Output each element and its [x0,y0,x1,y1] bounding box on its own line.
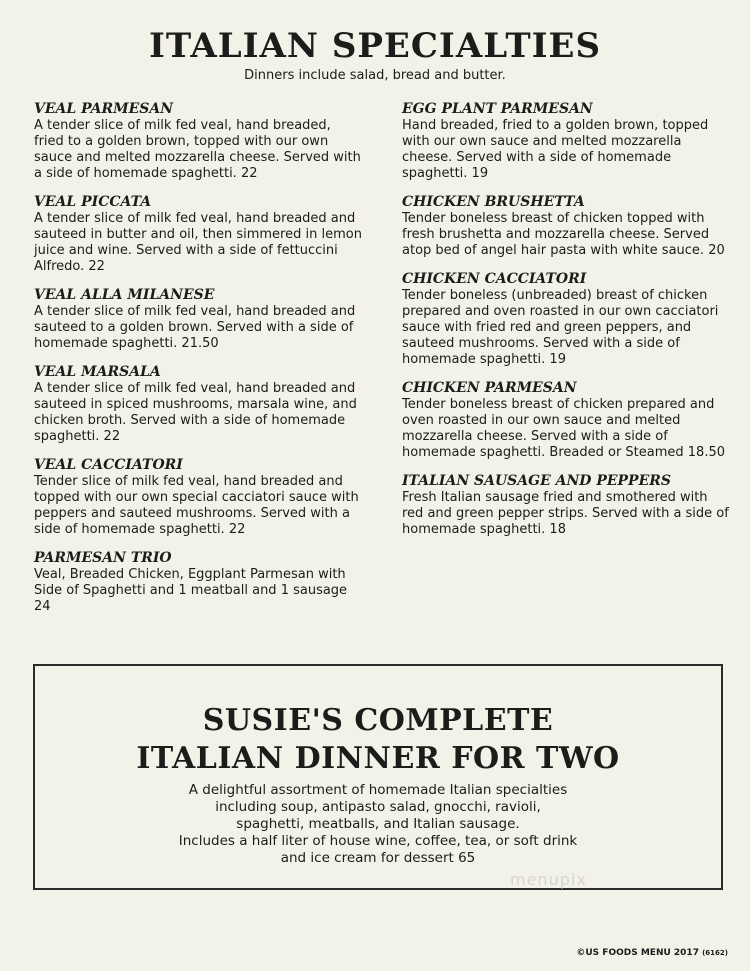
item-name: VEAL ALLA MILANESE [34,287,215,303]
item-description: A tender slice of milk fed veal, hand breaded, fried to a golden brown, topped with our own sauce and melted mozzarella cheese. Served with a side of homemade spaghetti. 22 [34,118,361,181]
item-description: Fresh Italian sausage fried and smothered with red and green pepper strips. Served with a side of homemade spaghetti. 18 [402,490,729,537]
special-desc-line: A delightful assortment of homemade Italian specialties [188,782,568,798]
special-description [115,782,641,867]
special-desc-line: and ice cream for dessert 65 [280,850,476,866]
special-title-line2: ITALIAN DINNER FOR TWO [136,741,620,776]
page-title: ITALIAN SPECIALTIES [148,26,602,66]
menu-item [34,363,364,445]
menu-column-left [34,100,364,626]
menu-item [34,549,364,615]
item-name: CHICKEN CACCIATORI [402,271,587,287]
menu-item [402,193,732,259]
dinner-for-two-box [33,664,723,890]
item-description: Tender slice of milk fed veal, hand breaded and topped with our own special cacciatori sauce with peppers and sauteed mushrooms. Served with a side of homemade spaghetti. 22 [34,474,359,537]
special-desc-line: including soup, antipasto salad, gnocchi, ravioli, [215,799,541,815]
copyright-text: ©US FOODS MENU 2017 [576,948,699,958]
watermark: menupix [510,870,587,889]
special-desc-line: Includes a half liter of house wine, coffee, tea, or soft drink [178,833,578,849]
menu-item [402,379,732,461]
menu-item [34,286,364,352]
item-description: Tender boneless breast of chicken topped with fresh brushetta and mozzarella cheese. Served atop bed of angel hair pasta with white sauce. 20 [402,211,725,258]
item-name: ITALIAN SAUSAGE AND PEPPERS [402,473,671,489]
item-name: EGG PLANT PARMESAN [402,101,593,117]
item-description: Veal, Breaded Chicken, Eggplant Parmesan with Side of Spaghetti and 1 meatball and 1 sausage 24 [34,567,348,614]
item-name: CHICKEN BRUSHETTA [402,194,585,210]
item-description: A tender slice of milk fed veal, hand breaded and sauteed in spiced mushrooms, marsala wine, and chicken broth. Served with a side of homemade spaghetti. 22 [34,381,357,444]
item-name: VEAL MARSALA [34,364,161,380]
item-name: VEAL PARMESAN [34,101,174,117]
menu-item [34,193,364,275]
item-description: Tender boneless (unbreaded) breast of chicken prepared and oven roasted in our own cacciatori sauce with fried red and green peppers, and sauteed mushrooms. Served with a side of homemade spaghetti. 19 [402,288,719,367]
item-name: VEAL CACCIATORI [34,457,183,473]
menu-column-right [402,100,732,549]
item-name: CHICKEN PARMESAN [402,380,577,396]
menu-code: (6162) [702,949,728,957]
item-description: A tender slice of milk fed veal, hand breaded and sauteed to a golden brown. Served with a side of homemade spaghetti. 21.50 [34,304,356,351]
menu-item [402,270,732,368]
item-description: Hand breaded, fried to a golden brown, topped with our own sauce and melted mozzarella cheese. Served with a side of homemade spaghetti. 19 [402,118,709,181]
item-name: VEAL PICCATA [34,194,152,210]
menu-item [34,100,364,182]
menu-item [402,100,732,182]
copyright-note [576,948,728,958]
special-desc-line: spaghetti, meatballs, and Italian sausage. [236,816,520,832]
special-title-line1: SUSIE'S COMPLETE [202,703,554,738]
item-name: PARMESAN TRIO [34,550,172,566]
special-title [35,702,721,778]
menu-item [34,456,364,538]
item-description: A tender slice of milk fed veal, hand breaded and sauteed in butter and oil, then simmered in lemon juice and wine. Served with a side of fettuccini Alfredo. 22 [34,211,362,274]
item-description: Tender boneless breast of chicken prepared and oven roasted in our own sauce and melted mozzarella cheese. Served with a side of homemade spaghetti. Breaded or Steamed 18.50 [402,397,726,460]
menu-item [402,472,732,538]
page-subtitle: Dinners include salad, bread and butter. [244,68,506,83]
